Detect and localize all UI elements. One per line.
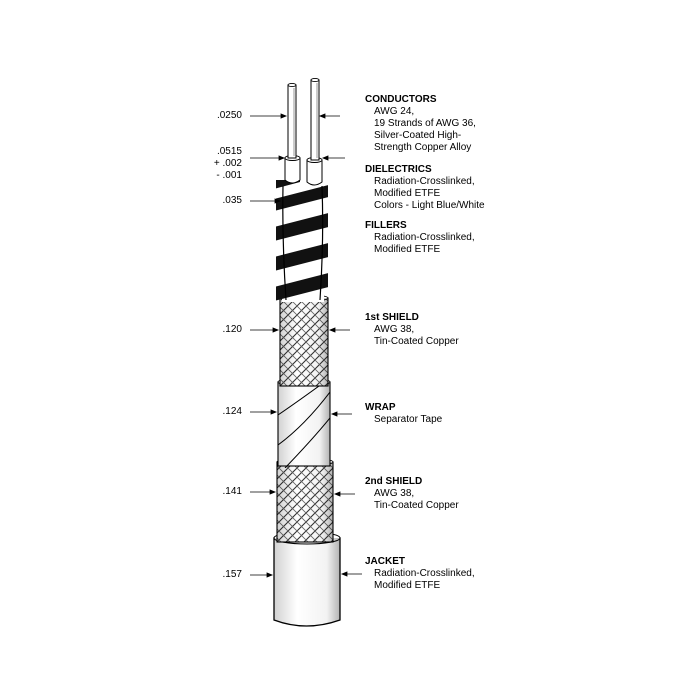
callout-line: Radiation-Crosslinked,: [374, 176, 475, 187]
callout-title: 2nd SHIELD: [365, 476, 423, 487]
jacket-layer: [274, 532, 340, 626]
callout-dielectrics: [365, 164, 485, 212]
callout-line: Radiation-Crosslinked,: [374, 568, 475, 579]
dim-dielectric-minus: - .001: [216, 170, 242, 181]
callout-title: DIELECTRICS: [365, 164, 432, 175]
callout-line: Colors - Light Blue/White: [374, 200, 485, 211]
callout-line: 19 Strands of AWG 36,: [374, 118, 476, 129]
dim-dielectric-plus: + .002: [213, 158, 242, 169]
callout-wrap: [365, 402, 442, 426]
callout-first-shield: [365, 312, 459, 348]
dim-wrap: .124: [222, 406, 242, 417]
dim-jacket: .157: [222, 569, 242, 580]
callout-line: Separator Tape: [374, 414, 443, 425]
callout-jacket: [365, 556, 475, 592]
callout-title: FILLERS: [365, 220, 407, 231]
callout-line: Radiation-Crosslinked,: [374, 232, 475, 243]
callout-title: JACKET: [365, 556, 406, 567]
dim-twisted-pair: .035: [222, 195, 242, 206]
callout-line: AWG 24,: [374, 106, 415, 117]
dim-conductor: .0250: [216, 110, 242, 121]
callout-line: Strength Copper Alloy: [374, 142, 472, 153]
callout-line: Modified ETFE: [374, 580, 441, 591]
dim-second-shield: .141: [222, 486, 242, 497]
first-shield-braid: [280, 295, 328, 387]
dim-dielectric-nominal: .0515: [216, 146, 242, 157]
callout-line: Silver-Coated High-: [374, 130, 462, 141]
callout-line: AWG 38,: [374, 324, 415, 335]
callout-title: 1st SHIELD: [365, 312, 419, 323]
callout-line: Tin-Coated Copper: [374, 500, 459, 511]
conductor-wires: [288, 78, 319, 160]
callout-line: Modified ETFE: [374, 188, 441, 199]
twisted-pair-dielectrics: [270, 156, 340, 303]
callout-line: AWG 38,: [374, 488, 415, 499]
callout-line: Modified ETFE: [374, 244, 441, 255]
dim-first-shield: .120: [222, 324, 242, 335]
callout-line: Tin-Coated Copper: [374, 336, 459, 347]
separator-tape-wrap: [278, 378, 330, 468]
callout-title: WRAP: [365, 402, 396, 413]
callout-fillers: [365, 220, 475, 256]
callout-second-shield: [365, 476, 459, 512]
callout-conductors: [365, 94, 476, 154]
callout-title: CONDUCTORS: [365, 94, 437, 105]
second-shield-braid: [277, 458, 333, 542]
